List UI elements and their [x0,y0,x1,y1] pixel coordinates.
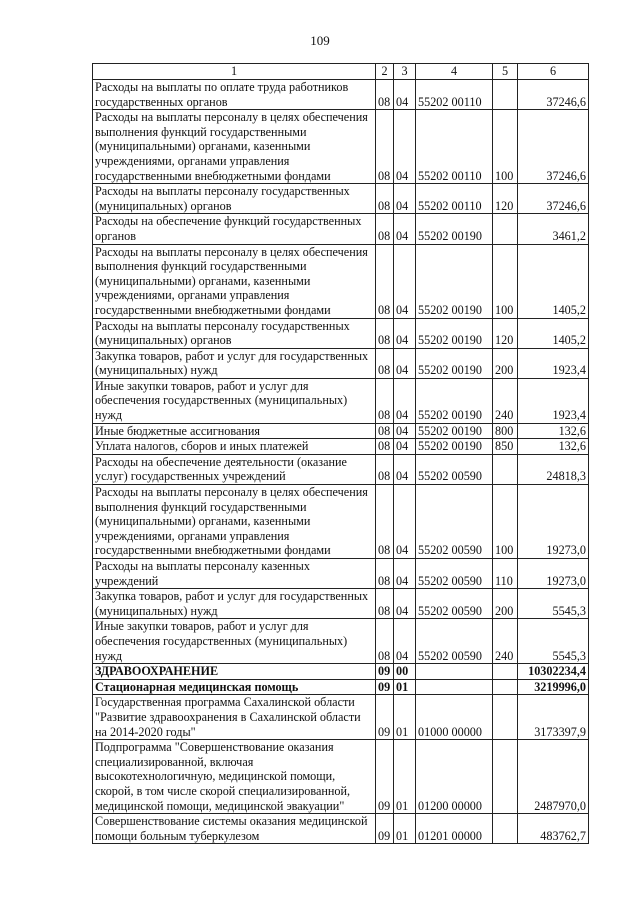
row-amount-cell: 3461,2 [518,214,589,244]
page-number: 109 [310,33,330,48]
row-section-cell: 08 [376,485,394,559]
row-subsection-cell: 04 [394,110,416,184]
row-name-cell: Расходы на выплаты персоналу в целях обеспечения выполнения функций государственными (муниципальными) органами, казенными учреждениями, органами управления государственными внебюджетными фондами [93,244,376,318]
row-expense-type-cell: 100 [493,244,518,318]
row-subsection-cell: 04 [394,184,416,214]
row-name-cell: Иные закупки товаров, работ и услуг для обеспечения государственных (муниципальных) нужд [93,378,376,423]
row-subsection-cell: 04 [394,214,416,244]
row-target-article-cell: 55202 00190 [416,318,493,348]
row-amount-cell: 3173397,9 [518,695,589,740]
row-section-cell: 08 [376,559,394,589]
row-section-cell: 09 [376,664,394,680]
row-subsection-cell: 01 [394,695,416,740]
row-expense-type-cell [493,454,518,484]
row-section-cell: 08 [376,318,394,348]
row-subsection-cell: 04 [394,439,416,455]
row-amount-cell: 1923,4 [518,378,589,423]
table-row [93,244,589,318]
header-cell-subsection: 3 [394,64,416,80]
table-row [93,664,589,680]
row-amount-cell: 2487970,0 [518,740,589,814]
table-row [93,740,589,814]
row-amount-cell: 19273,0 [518,559,589,589]
table-row [93,589,589,619]
row-subsection-cell: 04 [394,378,416,423]
row-subsection-cell: 04 [394,589,416,619]
row-name-cell: Подпрограмма "Совершенствование оказания специализированной, включая высокотехнологичную, медицинской помощи, скорой, в том числе скорой специализированной, медицинской помощи, медицинской эвакуации" [93,740,376,814]
row-section-cell: 08 [376,184,394,214]
row-amount-cell: 10302234,4 [518,664,589,680]
row-name-cell: Расходы на выплаты персоналу государственных (муниципальных) органов [93,318,376,348]
row-name-cell: Уплата налогов, сборов и иных платежей [93,439,376,455]
row-target-article-cell: 55202 00590 [416,619,493,664]
row-section-cell: 09 [376,679,394,695]
row-name-cell: Расходы на выплаты персоналу казенных учреждений [93,559,376,589]
table-row [93,679,589,695]
row-section-cell: 08 [376,423,394,439]
row-expense-type-cell: 200 [493,589,518,619]
table-row [93,814,589,844]
table-row [93,214,589,244]
row-target-article-cell: 55202 00110 [416,110,493,184]
row-expense-type-cell [493,695,518,740]
row-subsection-cell: 01 [394,814,416,844]
row-name-cell: Иные бюджетные ассигнования [93,423,376,439]
table-row [93,439,589,455]
row-expense-type-cell: 120 [493,318,518,348]
row-expense-type-cell: 240 [493,619,518,664]
row-amount-cell: 5545,3 [518,619,589,664]
row-subsection-cell: 00 [394,664,416,680]
row-section-cell: 08 [376,589,394,619]
row-section-cell: 08 [376,439,394,455]
row-expense-type-cell: 200 [493,348,518,378]
table-row [93,318,589,348]
row-expense-type-cell [493,214,518,244]
row-name-cell: Расходы на обеспечение функций государственных органов [93,214,376,244]
row-expense-type-cell [493,664,518,680]
row-expense-type-cell [493,814,518,844]
row-subsection-cell: 04 [394,485,416,559]
row-section-cell: 08 [376,619,394,664]
row-subsection-cell: 01 [394,740,416,814]
row-target-article-cell: 55202 00190 [416,378,493,423]
row-name-cell: Закупка товаров, работ и услуг для государственных (муниципальных) нужд [93,348,376,378]
row-amount-cell: 132,6 [518,439,589,455]
row-name-cell: Расходы на выплаты персоналу в целях обеспечения выполнения функций государственными (муниципальными) органами, казенными учреждениями, органами управления государственными внебюджетными фондами [93,110,376,184]
row-amount-cell: 3219996,0 [518,679,589,695]
row-expense-type-cell: 110 [493,559,518,589]
row-section-cell: 09 [376,695,394,740]
row-name-cell: Совершенствование системы оказания медицинской помощи больным туберкулезом [93,814,376,844]
header-cell-amount: 6 [518,64,589,80]
table-row [93,454,589,484]
row-target-article-cell [416,679,493,695]
row-target-article-cell: 55202 00590 [416,559,493,589]
row-target-article-cell: 55202 00590 [416,589,493,619]
table-row [93,80,589,110]
row-subsection-cell: 04 [394,423,416,439]
row-target-article-cell: 55202 00110 [416,184,493,214]
table-row [93,378,589,423]
row-amount-cell: 37246,6 [518,80,589,110]
row-target-article-cell: 55202 00190 [416,244,493,318]
row-subsection-cell: 04 [394,80,416,110]
row-section-cell: 09 [376,814,394,844]
row-target-article-cell: 55202 00190 [416,348,493,378]
row-expense-type-cell: 120 [493,184,518,214]
row-target-article-cell: 01201 00000 [416,814,493,844]
row-name-cell: Стационарная медицинская помощь [93,679,376,695]
row-amount-cell: 5545,3 [518,589,589,619]
row-amount-cell: 1405,2 [518,318,589,348]
table-row [93,695,589,740]
row-section-cell: 08 [376,454,394,484]
row-subsection-cell: 04 [394,619,416,664]
row-expense-type-cell: 100 [493,485,518,559]
row-target-article-cell: 55202 00190 [416,214,493,244]
row-amount-cell: 24818,3 [518,454,589,484]
row-name-cell: ЗДРАВООХРАНЕНИЕ [93,664,376,680]
row-expense-type-cell [493,80,518,110]
header-cell-expense-type: 5 [493,64,518,80]
row-name-cell: Расходы на выплаты персоналу в целях обеспечения выполнения функций государственными (муниципальными) органами, казенными учреждениями, органами управления государственными внебюджетными фондами [93,485,376,559]
row-subsection-cell: 04 [394,559,416,589]
header-cell-target-article: 4 [416,64,493,80]
row-amount-cell: 1923,4 [518,348,589,378]
row-name-cell: Государственная программа Сахалинской области "Развитие здравоохранения в Сахалинской области на 2014-2020 годы" [93,695,376,740]
row-name-cell: Иные закупки товаров, работ и услуг для обеспечения государственных (муниципальных) нужд [93,619,376,664]
table-row [93,184,589,214]
row-target-article-cell: 01200 00000 [416,740,493,814]
table-row [93,559,589,589]
row-target-article-cell: 55202 00590 [416,454,493,484]
row-subsection-cell: 04 [394,454,416,484]
row-target-article-cell: 55202 00190 [416,439,493,455]
table-row [93,485,589,559]
row-expense-type-cell [493,679,518,695]
table-row [93,110,589,184]
row-amount-cell: 37246,6 [518,110,589,184]
row-amount-cell: 483762,7 [518,814,589,844]
row-subsection-cell: 01 [394,679,416,695]
table-row [93,423,589,439]
row-expense-type-cell: 100 [493,110,518,184]
row-amount-cell: 19273,0 [518,485,589,559]
row-name-cell: Расходы на обеспечение деятельности (оказание услуг) государственных учреждений [93,454,376,484]
row-target-article-cell: 55202 00590 [416,485,493,559]
row-subsection-cell: 04 [394,318,416,348]
row-name-cell: Расходы на выплаты по оплате труда работников государственных органов [93,80,376,110]
row-section-cell: 08 [376,244,394,318]
row-target-article-cell: 55202 00190 [416,423,493,439]
row-amount-cell: 1405,2 [518,244,589,318]
row-target-article-cell: 01000 00000 [416,695,493,740]
budget-table [92,63,589,844]
row-section-cell: 08 [376,214,394,244]
row-section-cell: 08 [376,378,394,423]
row-expense-type-cell [493,740,518,814]
row-subsection-cell: 04 [394,348,416,378]
row-amount-cell: 132,6 [518,423,589,439]
header-cell-name: 1 [93,64,376,80]
row-target-article-cell [416,664,493,680]
row-expense-type-cell: 850 [493,439,518,455]
row-expense-type-cell: 240 [493,378,518,423]
row-target-article-cell: 55202 00110 [416,80,493,110]
table-row [93,619,589,664]
table-row [93,348,589,378]
row-name-cell: Закупка товаров, работ и услуг для государственных (муниципальных) нужд [93,589,376,619]
row-amount-cell: 37246,6 [518,184,589,214]
row-subsection-cell: 04 [394,244,416,318]
row-section-cell: 08 [376,80,394,110]
row-section-cell: 08 [376,110,394,184]
header-cell-section: 2 [376,64,394,80]
row-section-cell: 09 [376,740,394,814]
row-expense-type-cell: 800 [493,423,518,439]
header-row [93,64,589,80]
row-name-cell: Расходы на выплаты персоналу государственных (муниципальных) органов [93,184,376,214]
row-section-cell: 08 [376,348,394,378]
